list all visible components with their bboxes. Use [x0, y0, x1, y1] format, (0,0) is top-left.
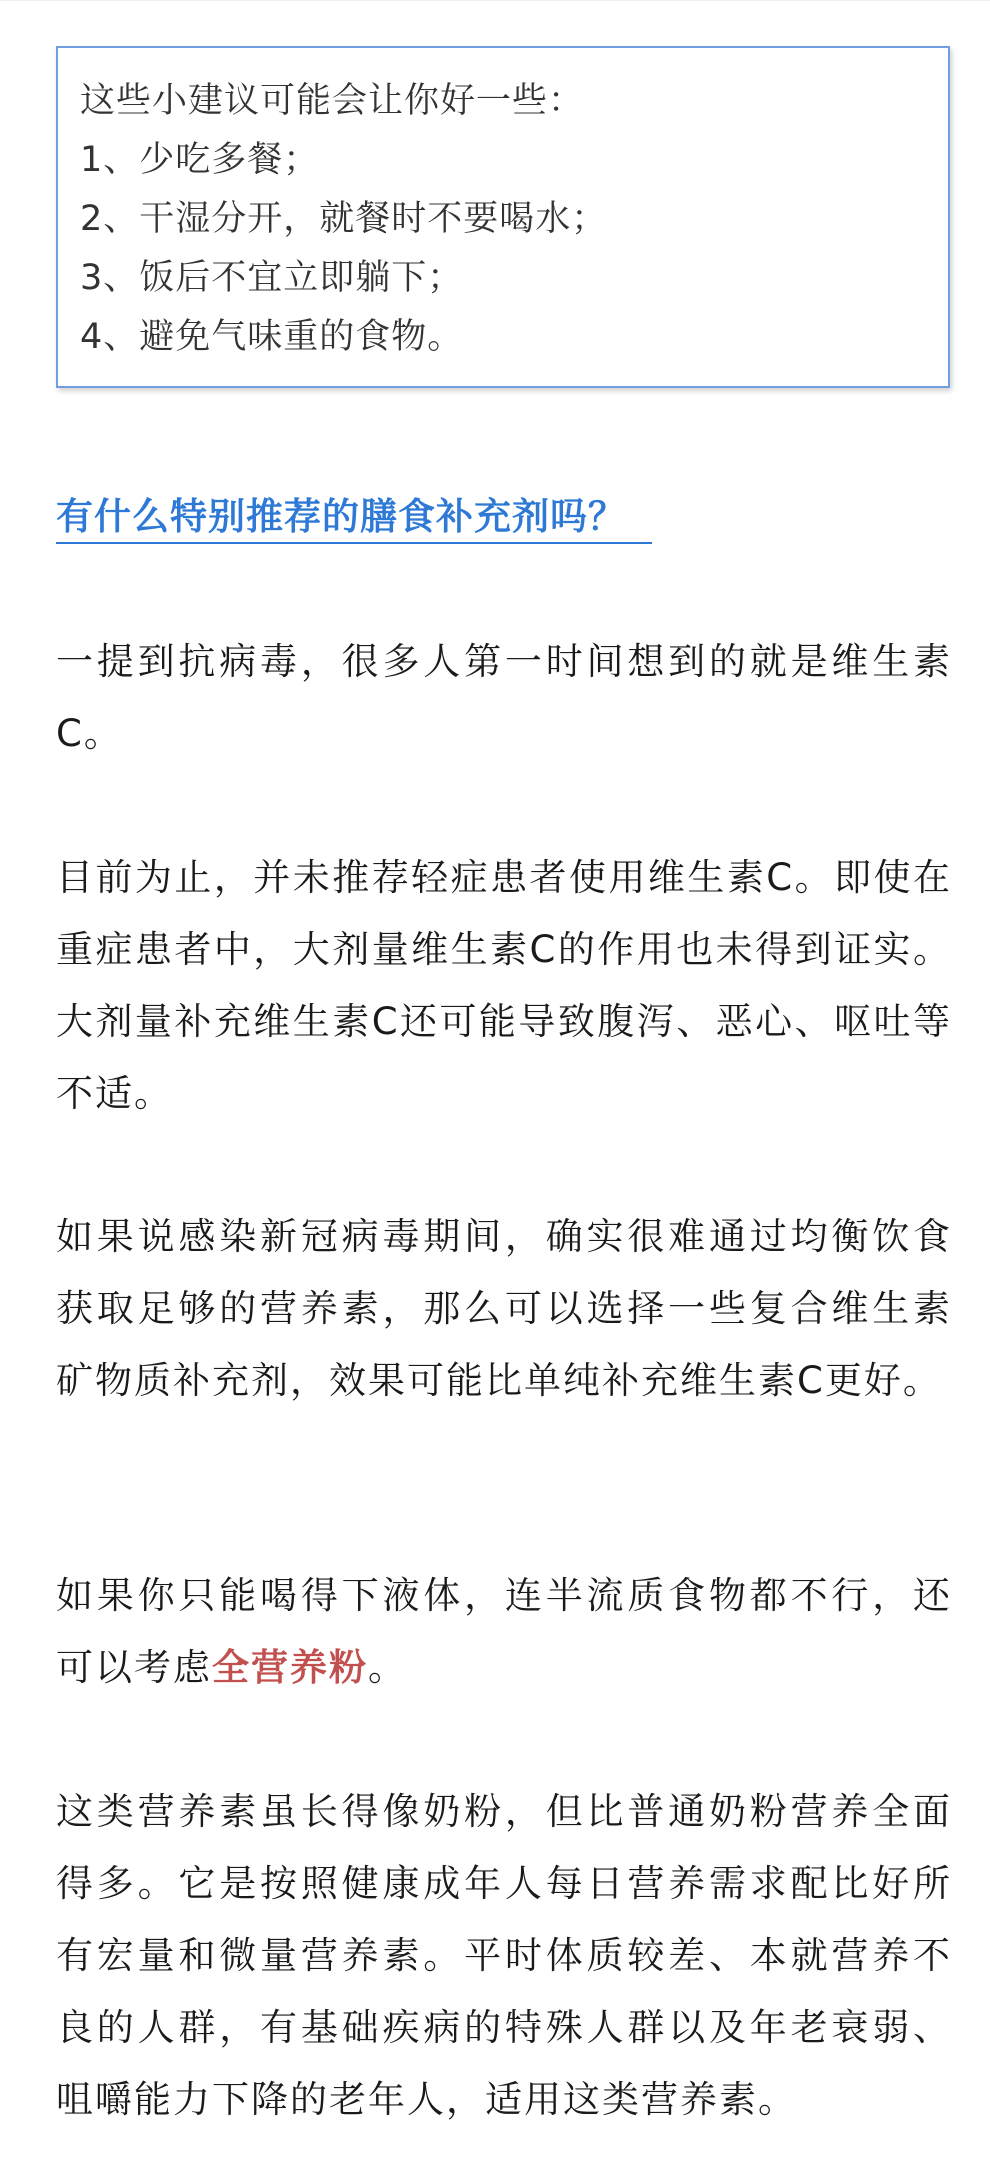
- heading-underline: [56, 542, 652, 544]
- paragraph-multivitamin: 如果说感染新冠病毒期间，确实很难通过均衡饮食获取足够的营养素，那么可以选择一些复合维生素矿物质补充剂，效果可能比单纯补充维生素C更好。: [56, 1215, 952, 1402]
- paragraph-vitamin-c-evidence: 目前为止，并未推荐轻症患者使用维生素C。即使在重症患者中，大剂量维生素C的作用也未得到证实。大剂量补充维生素C还可能导致腹泻、恶心、呕吐等不适。: [56, 856, 952, 1115]
- top-divider: [0, 0, 990, 1]
- section-heading: 有什么特别推荐的膳食补充剂吗？: [56, 495, 626, 538]
- highlight-full-nutrition-powder: 全营养粉: [212, 1646, 368, 1689]
- liquid-diet-end: 。: [368, 1646, 407, 1689]
- tip-item-3: 3、饭后不宜立即躺下；: [80, 258, 464, 298]
- paragraph-vitamin-c-intro: 一提到抗病毒，很多人第一时间想到的就是维生素C。: [56, 640, 952, 755]
- paragraph-liquid-diet: [56, 1560, 952, 1704]
- liquid-diet-text: 如果你只能喝得下液体，连半流质食物都不行，还可以考虑: [56, 1574, 952, 1689]
- tips-intro: 这些小建议可能会让你好一些：: [80, 81, 585, 121]
- tip-item-2: 2、干湿分开，就餐时不要喝水；: [80, 199, 608, 239]
- tip-item-4: 4、避免气味重的食物。: [80, 317, 464, 357]
- paragraph-nutrition-powder-description: 这类营养素虽长得像奶粉，但比普通奶粉营养全面得多。它是按照健康成年人每日营养需求配比好所有宏量和微量营养素。平时体质较差、本就营养不良的人群，有基础疾病的特殊人群以及年老衰弱、咀嚼能力下降的老年人，适用这类营养素。: [56, 1790, 952, 2121]
- tips-box: [56, 46, 950, 388]
- tip-item-1: 1、少吃多餐；: [80, 140, 320, 180]
